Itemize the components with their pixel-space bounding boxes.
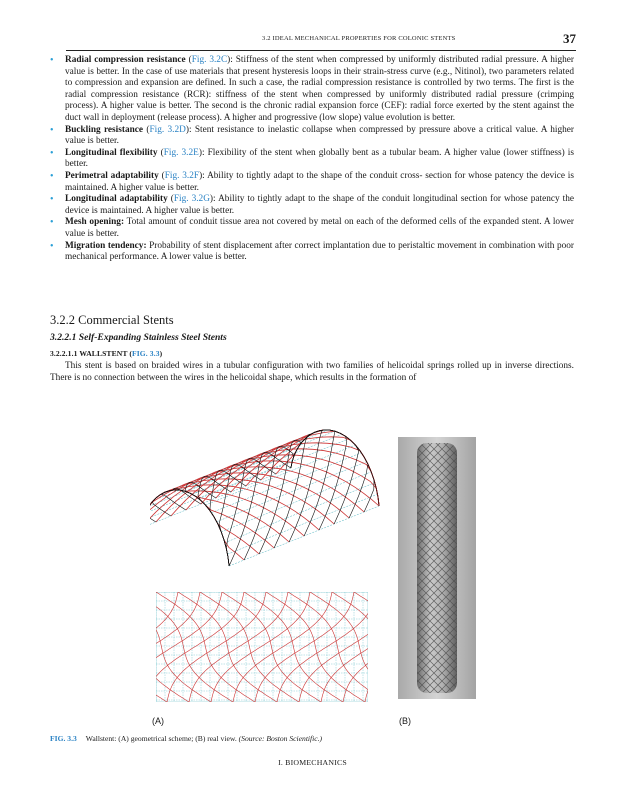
- bullet-term: Radial compression resistance: [65, 55, 186, 65]
- subsubsection-label: 3.2.2.1.1 WALLSTENT (: [50, 349, 132, 358]
- mesh-grid-lines: [150, 430, 379, 566]
- page-number: 37: [563, 31, 576, 46]
- bullet-punct: (: [158, 170, 165, 181]
- bullet-icon: •: [50, 124, 54, 136]
- figure-ref-link[interactable]: Fig. 3.2F: [164, 170, 200, 181]
- bullet-icon: •: [50, 217, 54, 229]
- caption-source: (Source: Boston Scientific.): [236, 734, 323, 743]
- page-footer: I. BIOMECHANICS: [278, 758, 347, 767]
- counter-helix-wire: [259, 440, 301, 554]
- bullet-text: ): Flexibility of the stent when globally bent as a tubular beam. A higher value (lower stiffness) is better.: [65, 147, 574, 170]
- bullet-punct: (: [143, 124, 150, 135]
- helix-wire: [156, 455, 379, 522]
- bullet-text: ): Ability to tightly adapt to the shape of the conduit longitudinal section for whose patency the device is maintained. A higher value is better.: [65, 194, 575, 216]
- bullet-icon: •: [50, 240, 54, 252]
- bullet-punct: (: [157, 147, 164, 158]
- figure-ref-link[interactable]: Fig. 3.2C: [191, 55, 228, 65]
- bullet-term: Perimetral adaptability: [65, 170, 159, 181]
- counter-helix-wire: [289, 431, 322, 542]
- bullet-icon: •: [50, 55, 54, 66]
- bullet-icon: •: [50, 170, 54, 182]
- bullet-term: Mesh opening:: [65, 217, 125, 228]
- body-paragraph: This stent is based on braided wires in a tubular configuration with two families of helicoidal springs rolled up in inverse directions. There is no connection between the wires in the helicoidal shape, which results in the formation of: [50, 361, 574, 383]
- helical-wires-red: [150, 430, 379, 566]
- bullet-punct: (: [185, 55, 192, 65]
- counter-helix-wire: [274, 434, 310, 548]
- mesh-line: [228, 494, 378, 554]
- bullet-icon: •: [50, 147, 54, 159]
- bullet-text: ): Stiffness of the stent when compressed by uniformly distributed radial pressure. A higher value is better. In the case of use materials that present hysteresis loops in their strain-stress curve (e.g., Nitinol), two parameters related to compression and expansion are defined. In such a case, the radial compression resistance is controlled by two terms. The first is the radial compression resistance (RCR): stiffness of the stent when compressed by uniformly distributed radial pressure (crimping process). A higher value is better. The second is the chronic radial expansion force (CEF): radial force exerted by the stent against the duct wall in deployment (release process). A higher and progressive (low slope) value evolution is better.: [65, 55, 574, 123]
- list-item: [50, 125, 574, 148]
- bullet-icon: •: [50, 194, 54, 206]
- helix-wire: [150, 479, 334, 528]
- running-header: [66, 28, 576, 51]
- subsection-heading: 3.2.2.1 Self-Expanding Stainless Steel Stents: [50, 332, 227, 343]
- figure-ref-link[interactable]: FIG. 3.3: [132, 349, 160, 358]
- bullet-term: Longitudinal flexibility: [65, 147, 158, 158]
- figure-ref-link[interactable]: Fig. 3.2E: [163, 147, 199, 158]
- bullet-text: ): Stent resistance to inelastic collapse when compressed by pressure above a critical value. A higher value is better.: [65, 124, 574, 147]
- list-item: [50, 217, 574, 240]
- figure-label-a: (A): [152, 716, 164, 726]
- section-heading: 3.2.2 Commercial Stents: [50, 313, 174, 327]
- mesh-line: [153, 441, 303, 501]
- bullet-punct: (: [167, 194, 174, 205]
- figure-caption: [50, 734, 322, 743]
- bullet-term: Migration tendency:: [65, 240, 147, 251]
- running-title: 3.2 IDEAL MECHANICAL PROPERTIES FOR COLONIC STENTS: [262, 35, 456, 42]
- helical-wires-black: [150, 430, 379, 566]
- list-item: [50, 241, 574, 264]
- counter-helix-wire: [161, 490, 229, 566]
- stent-photo: [398, 437, 476, 699]
- caption-figure-number: FIG. 3.3: [50, 734, 77, 743]
- list-item: [50, 194, 574, 217]
- stent-geometric-scheme-flat: [156, 592, 368, 702]
- bullet-text: Total amount of conduit tissue area not covered by metal on each of the deformed cells of the expanded stent. A lower value is better.: [65, 217, 574, 239]
- subsubsection-close: ): [159, 349, 163, 358]
- figure-ref-link[interactable]: Fig. 3.2D: [149, 124, 186, 135]
- figure-label-b: (B): [399, 716, 411, 726]
- subsubsection-heading: [50, 349, 162, 358]
- list-item: [50, 171, 574, 194]
- bullet-term: Longitudinal adaptability: [65, 194, 168, 205]
- property-bullet-list: [50, 55, 574, 264]
- bullet-text: Probability of stent displacement after correct implantation due to peristaltic movement in combination with poor mechanical performance. A lower value is better.: [65, 240, 574, 263]
- bullet-term: Buckling resistance: [65, 124, 144, 135]
- counter-helix-wire: [173, 488, 229, 566]
- stent-weave: [417, 443, 457, 693]
- counter-helix-wire: [226, 458, 276, 566]
- mesh-border: [156, 592, 368, 702]
- bullet-list-block: [50, 55, 574, 264]
- caption-text: Wallstent: (A) geometrical scheme; (B) real view.: [85, 734, 237, 743]
- bullet-text: ): Ability to tightly adapt to the shape of the conduit cross- section for whose patency the device is maintained. A higher value is better.: [65, 170, 575, 193]
- figure-ref-link[interactable]: Fig. 3.2G: [173, 194, 210, 205]
- list-item: [50, 148, 574, 171]
- stent-geometric-scheme-3d: [150, 410, 380, 580]
- list-item: [50, 55, 574, 125]
